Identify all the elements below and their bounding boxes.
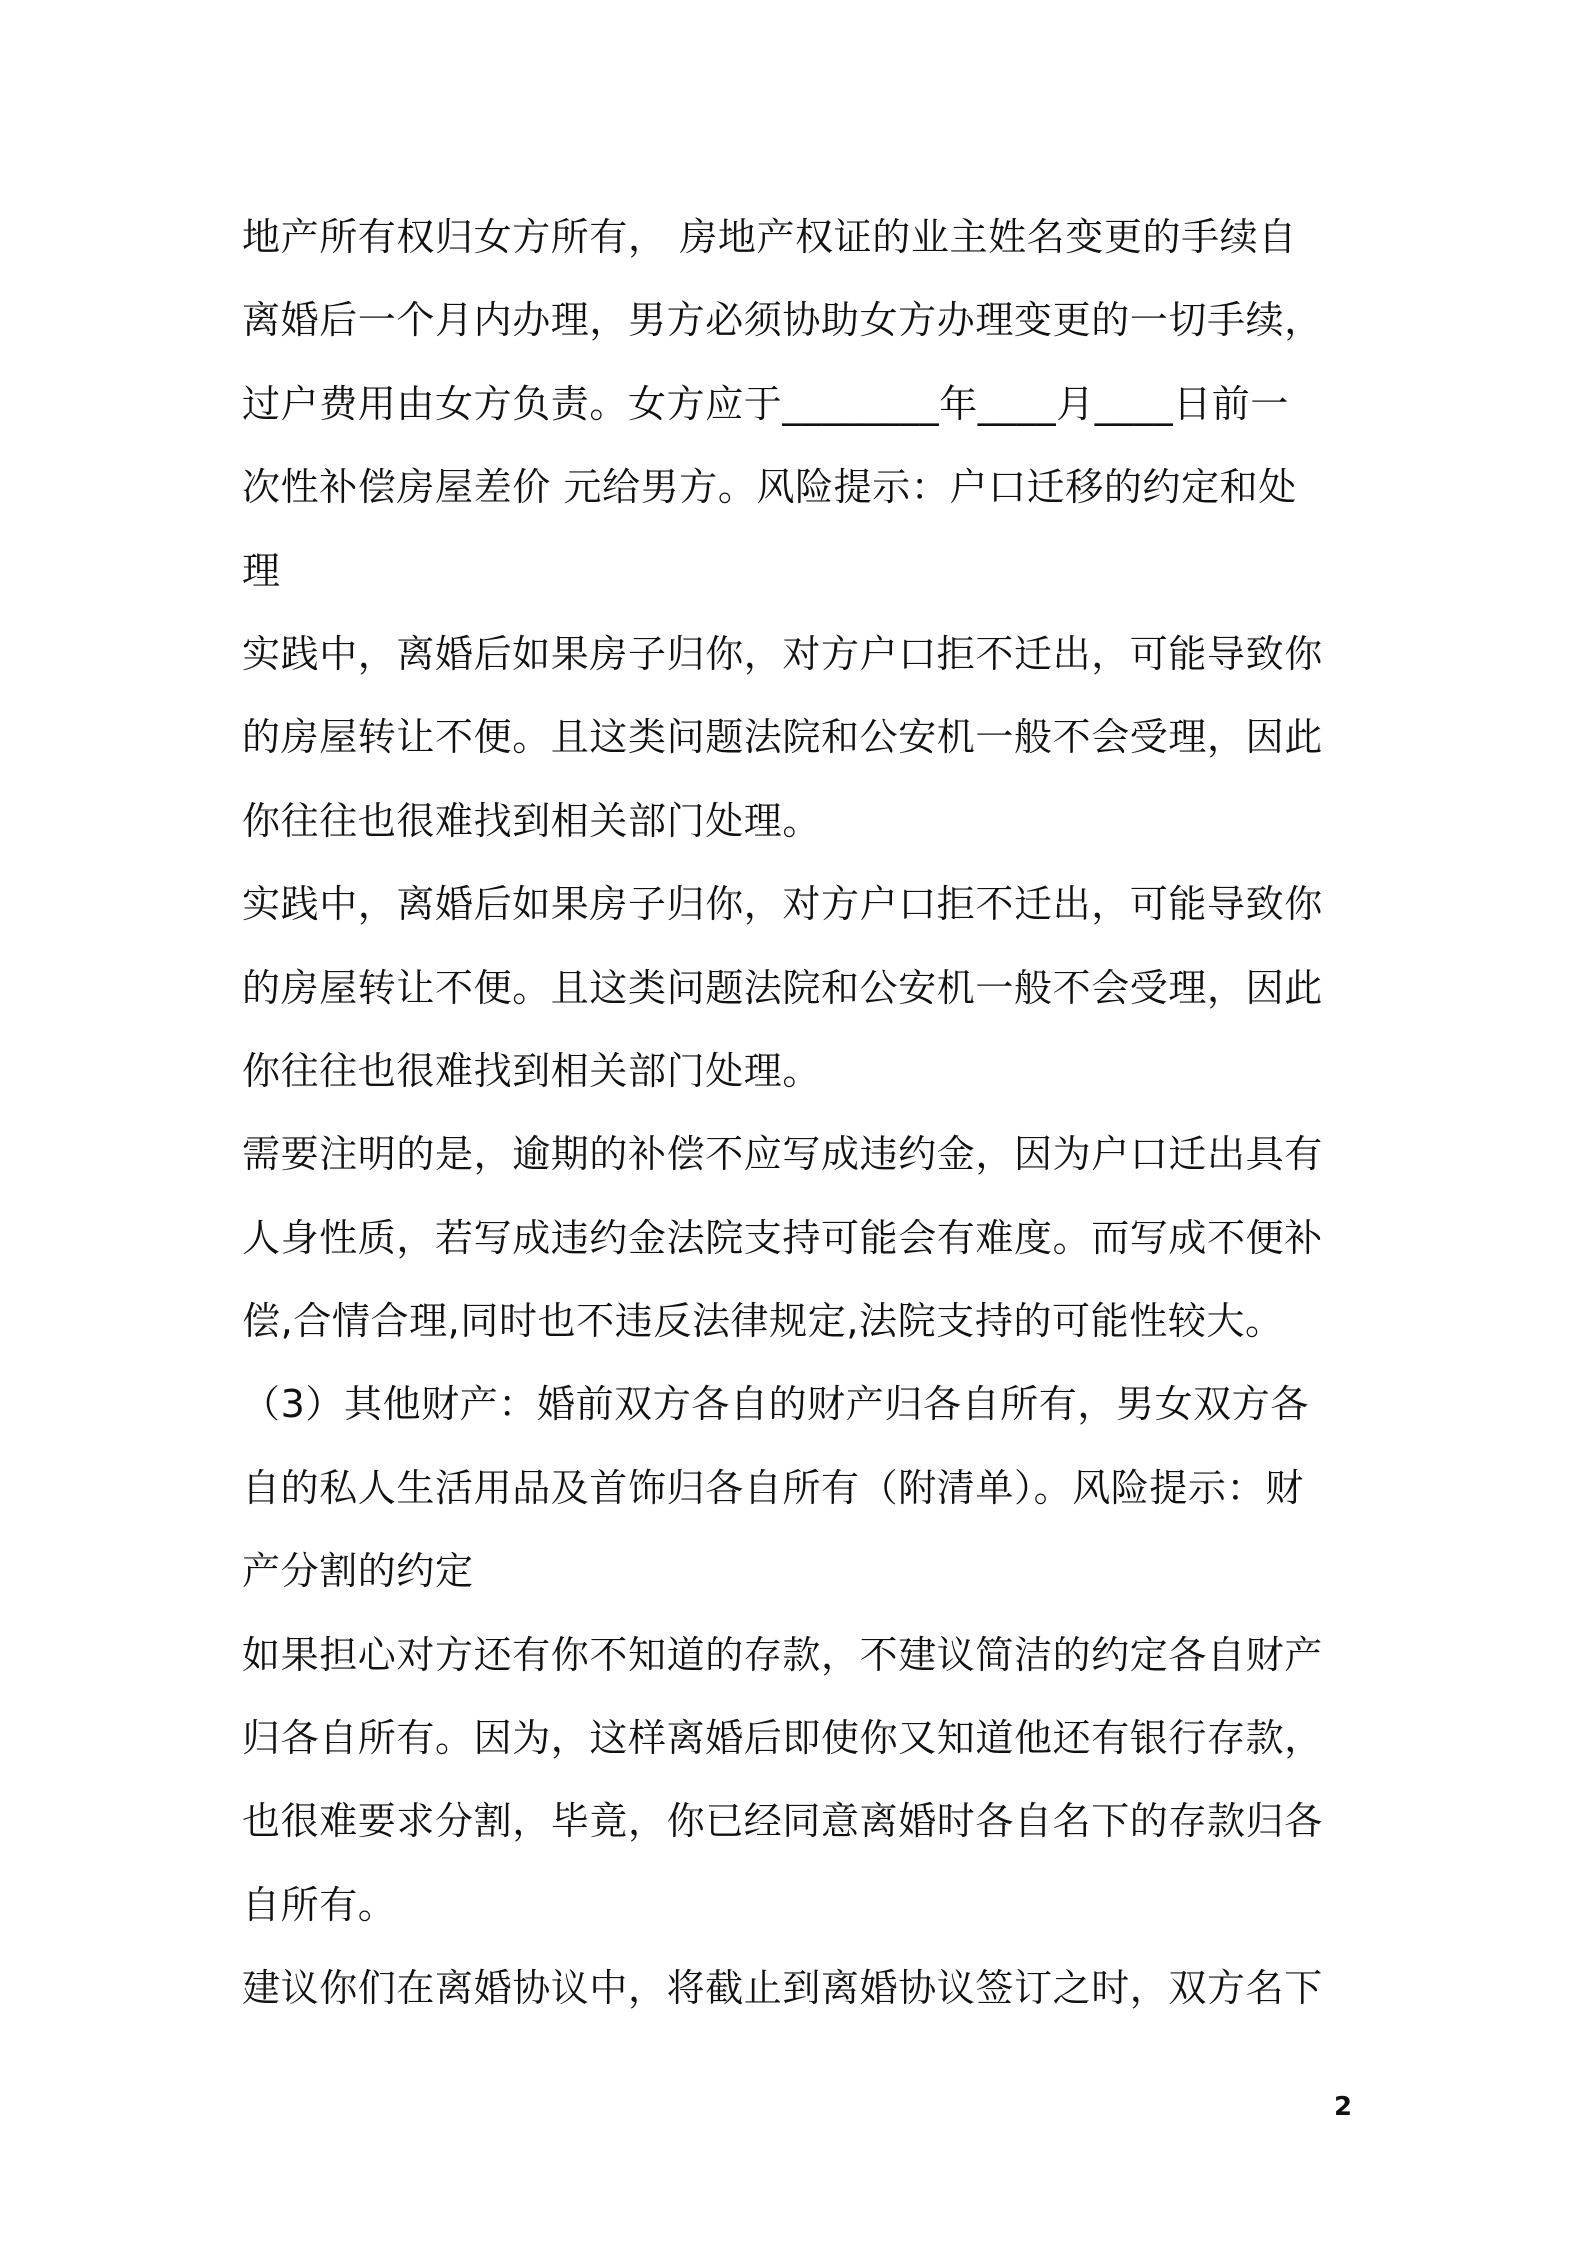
text-line: 次性补偿房屋差价 元给男方。风险提示：户口迁移的约定和处 xyxy=(242,465,1297,510)
text-line: 你往往也很难找到相关部门处理。 xyxy=(242,798,822,843)
text-line: 你往往也很难找到相关部门处理。 xyxy=(242,1048,822,1093)
text-line: 的房屋转让不便。且这类问题法院和公安机一般不会受理，因此 xyxy=(242,715,1323,760)
text-line: 实践中，离婚后如果房子归你，对方户口拒不迁出，可能导致你 xyxy=(242,882,1323,927)
text-line: 需要注明的是，逾期的补偿不应写成违约金，因为户口迁出具有 xyxy=(242,1132,1323,1177)
text-line: 地产所有权归女方所有， 房地产权证的业主姓名变更的手续自 xyxy=(242,215,1297,259)
text-line: 理 xyxy=(242,548,281,593)
text-line: 实践中，离婚后如果房子归你，对方户口拒不迁出，可能导致你 xyxy=(242,631,1323,676)
text-line: 人身性质，若写成违约金法院支持可能会有难度。而写成不便补 xyxy=(242,1215,1323,1260)
text-line: （3）其他财产：婚前双方各自的财产归各自所有，男女双方各 xyxy=(242,1382,1309,1427)
page-number: 2 xyxy=(1334,2092,1353,2122)
text-line: 过户费用由女方负责。女方应于________年____月____日前一 xyxy=(242,381,1290,426)
text-line: 如果担心对方还有你不知道的存款，不建议简洁的约定各自财产 xyxy=(242,1632,1323,1677)
text-line: 归各自所有。因为，这样离婚后即使你又知道他还有银行存款， xyxy=(242,1716,1323,1761)
text-line: 自所有。 xyxy=(242,1882,397,1927)
text-line: 偿,合情合理,同时也不违反法律规定,法院支持的可能性较大。 xyxy=(242,1299,1284,1344)
text-line: 产分割的约定 xyxy=(242,1549,474,1594)
text-line: 也很难要求分割，毕竟，你已经同意离婚时各自名下的存款归各 xyxy=(242,1799,1323,1844)
text-line: 离婚后一个月内办理，男方必须协助女方办理变更的一切手续， xyxy=(242,298,1323,343)
text-line: 的房屋转让不便。且这类问题法院和公安机一般不会受理，因此 xyxy=(242,965,1323,1010)
text-line: 自的私人生活用品及首饰归各自所有（附清单）。风险提示：财 xyxy=(242,1465,1304,1510)
body-text xyxy=(242,196,1364,2031)
text-line: 建议你们在离婚协议中，将截止到离婚协议签订之时，双方名下 xyxy=(242,1966,1323,2011)
